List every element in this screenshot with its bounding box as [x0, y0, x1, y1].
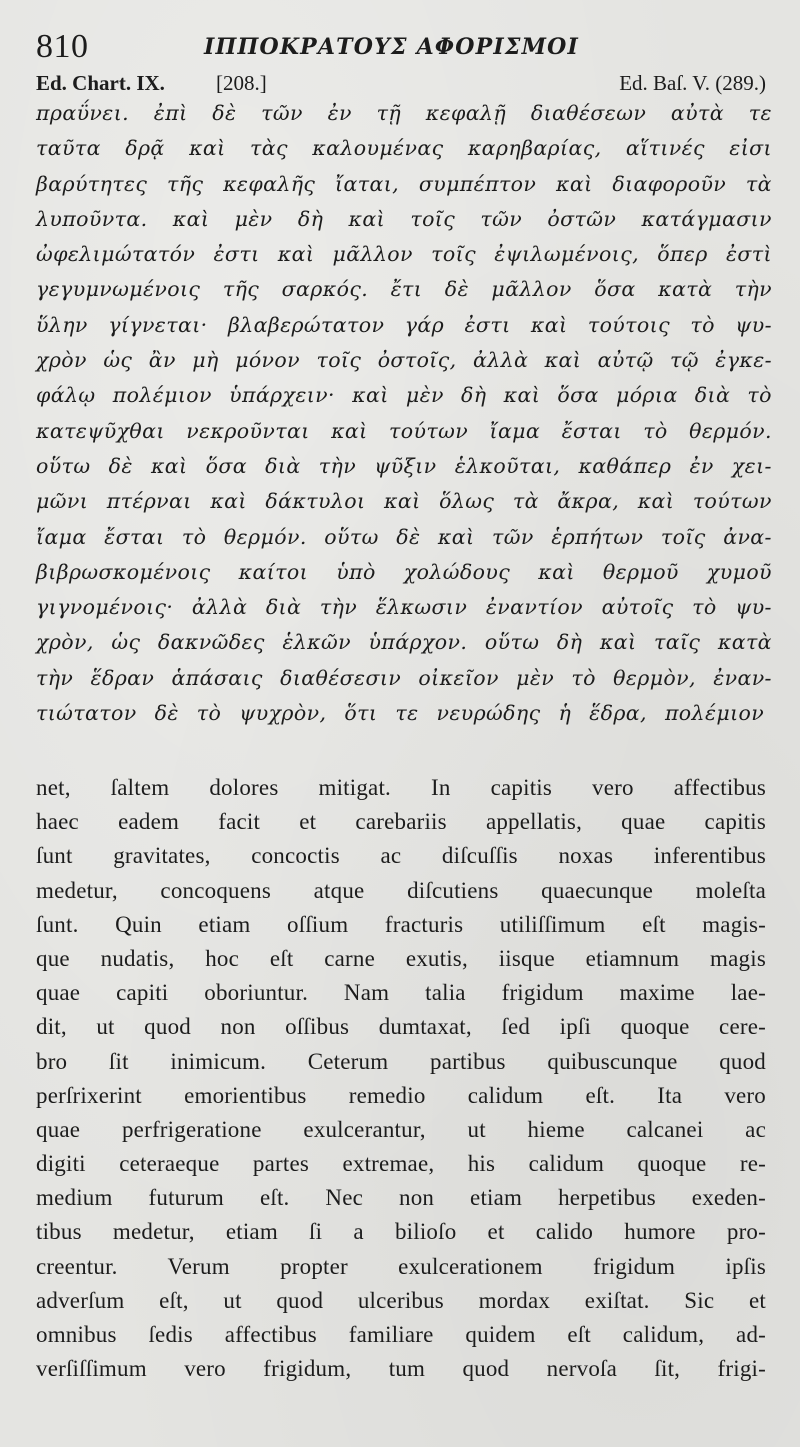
greek-word: ἐστι: [464, 312, 511, 337]
greek-word: χρὸν: [36, 348, 87, 373]
greek-word: ἐν: [689, 453, 714, 478]
greek-word: διαθέσεσιν: [280, 665, 402, 690]
greek-word: χρὸν,: [36, 630, 94, 655]
greek-word: καὶ: [189, 136, 226, 161]
greek-word: χυμοῦ: [706, 559, 772, 584]
greek-word: μᾶλλον: [491, 277, 572, 302]
greek-word: ἴαται,: [335, 171, 400, 196]
greek-word: ὡς: [103, 348, 133, 373]
greek-word: ὅσα: [557, 383, 599, 408]
greek-word: ἂν: [148, 348, 176, 373]
greek-word: τὴν: [319, 595, 358, 620]
greek-word: ἔτι: [390, 277, 423, 302]
greek-word: νεκροῦνται: [186, 418, 310, 443]
greek-word: καὶ: [277, 242, 315, 267]
greek-word: χολώδους: [403, 559, 511, 584]
greek-word: βαρύτητες: [36, 171, 148, 196]
latin-text-line: perſrixerint emorientibus remedio calidum eſt. Ita vero: [36, 1082, 766, 1108]
running-title: ΙΠΠΟΚΡΑΤΟΥΣ ΑΦΟΡΙΣΜΟΙ: [204, 34, 580, 60]
greek-word: βλαβερώτατον: [227, 312, 385, 337]
greek-word: γίγνεται·: [108, 312, 208, 337]
greek-word: ὑπάρχον.: [368, 630, 468, 655]
greek-word: θερμὸν,: [613, 665, 696, 690]
greek-word: τὰ: [745, 171, 772, 196]
greek-word: οὕτω: [324, 524, 379, 549]
greek-word: οὕτω: [484, 630, 540, 655]
greek-word: ὀστῶν: [547, 206, 617, 231]
greek-word: ἑλκῶν: [282, 630, 351, 655]
greek-word: τοῖς: [410, 206, 456, 231]
greek-word: μόρια: [615, 383, 678, 408]
greek-word: δρᾷ: [125, 136, 165, 161]
greek-text-line: [36, 96, 772, 131]
greek-word: λυποῦντα.: [36, 206, 148, 231]
greek-word: τούτων: [692, 489, 772, 514]
greek-word: τε: [395, 701, 419, 726]
greek-word: ὑπάρχειν·: [229, 383, 335, 408]
greek-text-line: [36, 308, 772, 343]
greek-word: ὅτι: [344, 701, 378, 726]
greek-word: τοῖς: [316, 348, 362, 373]
greek-word: τῶν: [480, 206, 523, 231]
greek-word: τὴν: [318, 453, 357, 478]
greek-word: τὰ: [512, 489, 539, 514]
greek-text-line: [36, 167, 772, 202]
greek-word: ἴαμα: [36, 524, 87, 549]
greek-word: καὶ: [556, 171, 593, 196]
greek-word: αὐτοῖς: [601, 595, 674, 620]
greek-word: καὶ: [503, 383, 541, 408]
greek-word: καὶ: [352, 383, 389, 408]
greek-word: ἀλλὰ: [191, 595, 248, 620]
greek-word: ἡ: [558, 701, 572, 726]
edition-chart-reference: Ed. Chart. IX.: [36, 71, 165, 95]
greek-word: ἔσται: [104, 524, 165, 549]
greek-word: τὰς: [249, 136, 288, 161]
greek-word: τὸ: [692, 595, 717, 620]
latin-text-line: quae perfrigeratione exulcerantur, ut hieme calcanei ac: [36, 1116, 766, 1142]
greek-word: ἑρπήτων: [551, 524, 644, 549]
greek-text-line: [36, 590, 772, 625]
greek-word: τοῖς: [431, 242, 476, 267]
greek-word: καὶ: [348, 206, 386, 231]
greek-word: ἔσται: [561, 418, 622, 443]
greek-word: καλουμένας: [312, 136, 444, 161]
greek-text-line: [36, 272, 772, 307]
greek-text-line: [36, 555, 772, 590]
latin-text-line: adverſum eſt, ut quod ulceribus mordax exiſtat. Sic et: [36, 1287, 766, 1313]
greek-word: δὲ: [108, 453, 133, 478]
greek-word: καρηβαρίας,: [467, 136, 602, 161]
greek-word: ἕδρα,: [589, 701, 647, 726]
greek-word: καὶ: [530, 312, 568, 337]
greek-word: ἑλκοῦται,: [454, 453, 561, 478]
greek-word: τῶν: [491, 524, 534, 549]
greek-word: εἰσι: [729, 136, 772, 161]
greek-word: ὕλην: [36, 312, 88, 337]
greek-word: καὶ: [150, 453, 188, 478]
greek-word: ὅλως: [439, 489, 495, 514]
greek-word: καὶ: [637, 489, 675, 514]
latin-text-line: dit, ut quod non oſſibus dumtaxat, ſed ipſi quoque cere-: [36, 1014, 766, 1040]
greek-word: δὲ: [444, 277, 469, 302]
greek-word: τὴν: [734, 277, 772, 302]
greek-word: ἐναν-: [713, 665, 772, 690]
greek-word: καίτοι: [238, 559, 309, 584]
greek-text-line: [36, 484, 772, 519]
greek-word: δὴ: [461, 383, 487, 408]
latin-text-line: tibus medetur, etiam ſi a bilioſo et calido humore pro-: [36, 1219, 766, 1245]
greek-word: διὰ: [265, 595, 302, 620]
greek-word: δὲ: [154, 701, 179, 726]
greek-word: οὕτω: [36, 453, 91, 478]
greek-word: ἐν: [327, 101, 352, 125]
greek-word: ὅσα: [205, 453, 248, 478]
latin-text-line: omnibus ſedis affectibus familiare quidem eſt calidum, ad-: [36, 1322, 766, 1347]
greek-word: καὶ: [384, 489, 421, 514]
greek-word: καὶ: [437, 524, 475, 549]
greek-word: αὐτῷ: [597, 348, 654, 373]
greek-word: ἐψιλωμένοις,: [494, 242, 640, 267]
greek-word: συμπέπτον: [418, 171, 537, 196]
greek-word: ἄκρα,: [557, 489, 620, 514]
greek-word: κατὰ: [658, 277, 713, 302]
greek-word: μὴ: [192, 348, 219, 373]
greek-word: τῷ: [670, 348, 699, 373]
greek-word: ἀνα-: [723, 524, 772, 549]
greek-word: ἁπάσαις: [171, 665, 263, 690]
greek-word: ψυ-: [735, 312, 772, 337]
greek-word: τε: [748, 101, 772, 125]
greek-word: ἐναντίον: [485, 595, 583, 620]
greek-word: σαρκός.: [281, 277, 369, 302]
greek-word: χει-: [731, 453, 772, 478]
greek-word: καθάπερ: [578, 453, 672, 478]
latin-text-line: ſunt. Quin etiam oſſium fracturis utiliſſimum eſt magis-: [36, 911, 766, 937]
latin-text-line: verſiſſimum vero frigidum, tum quod nervoſa ſit, frigi-: [36, 1356, 766, 1382]
greek-word: δὲ: [212, 101, 237, 125]
greek-word: κεφαλῇ: [425, 101, 507, 125]
greek-word: ψυχρὸν,: [239, 701, 327, 726]
greek-word: ψῦξιν: [374, 453, 437, 478]
latin-text-line: creentur. Verum propter exulcerationem frigidum ipſis: [36, 1253, 766, 1279]
greek-word: δὴ: [556, 630, 583, 655]
greek-word: ἐστὶ: [725, 242, 772, 267]
greek-word: τούτων: [389, 418, 469, 443]
greek-word: τῆς: [222, 277, 260, 302]
page-header: [36, 26, 766, 66]
greek-word: ἕλκωσιν: [375, 595, 468, 620]
greek-word: ἀλλὰ: [472, 348, 529, 373]
greek-word: κατὰ: [717, 630, 772, 655]
greek-word: τῶν: [261, 101, 303, 125]
greek-word: νευρώδης: [436, 701, 541, 726]
edition-basel-reference: Ed. Baſ. V. (289.): [619, 71, 766, 95]
greek-word: ἕδραν: [90, 665, 155, 690]
greek-word: ἐστι: [213, 242, 260, 267]
greek-word: διαφοροῦν: [612, 171, 727, 196]
greek-word: ἴαμα: [489, 418, 541, 443]
greek-word: πολέμιον: [112, 383, 212, 408]
greek-word: τὴν: [36, 665, 74, 690]
greek-word: καὶ: [599, 630, 637, 655]
greek-word: καὶ: [172, 206, 210, 231]
latin-text-line: quae capiti oboriuntur. Nam talia frigidum maxime lae-: [36, 980, 766, 1006]
latin-text-line: haec eadem facit et carebariis appellatis, quae capitis: [36, 809, 766, 835]
greek-word: μᾶλλον: [332, 242, 413, 267]
greek-word: καὶ: [210, 489, 247, 514]
greek-word: πολέμιον: [664, 701, 765, 726]
greek-word: διὰ: [265, 453, 301, 478]
greek-word: καὶ: [538, 559, 575, 584]
greek-word: τῇ: [376, 101, 402, 125]
greek-word: φάλῳ: [36, 383, 96, 408]
greek-text-line: [36, 237, 772, 272]
edition-page-bracket: [208.]: [216, 71, 267, 95]
greek-word: τῆς: [167, 171, 204, 196]
greek-word: τιώτατον: [36, 701, 137, 726]
greek-word: δὲ: [396, 524, 421, 549]
greek-word: ταῖς: [653, 630, 701, 655]
greek-word: τὸ: [196, 701, 222, 726]
greek-word: τούτοις: [587, 312, 670, 337]
greek-text-line: [36, 696, 772, 731]
latin-text-line: net, ſaltem dolores mitigat. In capitis vero affectibus: [36, 775, 766, 800]
greek-text-line: [36, 449, 772, 484]
greek-word: ψυ-: [735, 595, 772, 620]
greek-word: μὲν: [405, 383, 444, 408]
greek-word: διαθέσεων: [530, 101, 647, 125]
latin-text-line: que nudatis, hoc eſt carne exutis, iisque etiamnum magis: [36, 945, 766, 971]
greek-word: ὅσα: [594, 277, 636, 302]
greek-word: ὡς: [111, 630, 141, 655]
greek-word: διὰ: [694, 383, 731, 408]
latin-text-line: medium futurum eſt. Nec non etiam herpetibus exeden-: [36, 1185, 766, 1211]
greek-word: θερμοῦ: [602, 559, 679, 584]
greek-text-line: [36, 625, 772, 660]
greek-text-line: [36, 131, 772, 166]
greek-word: μῶνι: [36, 489, 89, 514]
greek-word: κατεψῦχθαι: [36, 418, 165, 443]
greek-word: καὶ: [544, 348, 582, 373]
latin-text-block: [36, 771, 766, 1386]
page-number: 810: [36, 28, 89, 65]
greek-word: τὸ: [690, 312, 715, 337]
greek-text-block: [36, 96, 772, 731]
greek-word: τὸ: [571, 665, 596, 690]
greek-word: τὸ: [747, 383, 772, 408]
greek-word: θερμόν.: [223, 524, 307, 549]
latin-text-line: digiti ceteraeque partes extremae, his calidum quoque re-: [36, 1151, 766, 1177]
greek-word: ἐπὶ: [153, 101, 188, 125]
greek-word: δακνῶδες: [157, 630, 265, 655]
greek-word: τὸ: [181, 524, 207, 549]
greek-text-line: [36, 661, 772, 696]
greek-word: καὶ: [331, 418, 368, 443]
greek-word: δὴ: [297, 206, 324, 231]
greek-word: δάκτυλοι: [265, 489, 366, 514]
greek-word: γεγυμνωμένοις: [36, 277, 201, 302]
greek-word: κεφαλῆς: [223, 171, 316, 196]
greek-word: οἰκεῖον: [418, 665, 499, 690]
greek-word: βιβρωσκομένοις: [36, 559, 211, 584]
greek-word: μὲν: [234, 206, 273, 231]
greek-word: κατάγμασιν: [641, 206, 772, 231]
greek-text-line: [36, 202, 772, 237]
greek-word: μόνον: [235, 348, 301, 373]
greek-word: τοῖς: [660, 524, 706, 549]
greek-word: ὑπὸ: [336, 559, 376, 584]
greek-text-line: [36, 414, 772, 449]
greek-word: αἵτινές: [625, 136, 705, 161]
greek-word: ὀστοῖς,: [377, 348, 457, 373]
greek-text-line: [36, 378, 772, 413]
greek-word: γάρ: [404, 312, 445, 337]
latin-text-line: bro ſit inimicum. Ceterum partibus quibuscunque quod: [36, 1048, 766, 1074]
greek-word: γιγνομένοις·: [36, 595, 174, 620]
latin-text-line: medetur, concoquens atque diſcutiens quaecunque moleſta: [36, 877, 766, 903]
greek-word: μὲν: [516, 665, 555, 690]
greek-word: πτέρναι: [106, 489, 192, 514]
greek-word: ὠφελιμώτατόν: [36, 242, 196, 267]
greek-word: ὅπερ: [657, 242, 708, 267]
greek-text-line: [36, 343, 772, 378]
greek-word: αὐτὰ: [670, 101, 725, 125]
greek-word: ἐγκε-: [715, 348, 772, 373]
greek-word: πραΰνει.: [36, 101, 130, 125]
latin-text-line: ſunt gravitates, concoctis ac diſcuſſis noxas inferentibus: [36, 843, 766, 869]
edition-reference-line: [36, 70, 766, 96]
greek-word: τὸ: [643, 418, 668, 443]
greek-text-line: [36, 520, 772, 555]
greek-word: θερμόν.: [689, 418, 772, 443]
greek-word: ταῦτα: [36, 136, 101, 161]
